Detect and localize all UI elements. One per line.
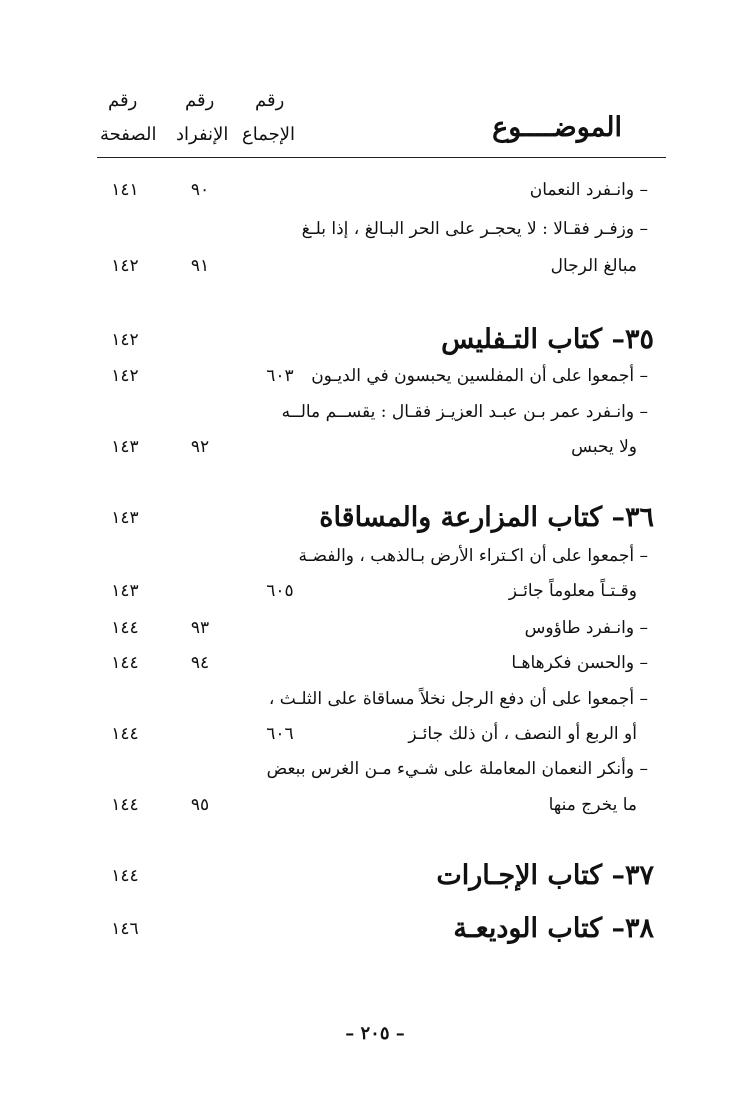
row-page: ١٤٣ [111,437,139,457]
table-row [0,402,750,436]
row-infirad: ٩١ [190,256,210,276]
row-page: ١٤٢ [111,366,139,386]
table-row [0,256,750,290]
row-page: ١٤٤ [111,618,139,638]
table-row [0,618,750,652]
section-title: ٣٨– كتاب الوديعـة [453,913,654,944]
table-row [0,795,750,829]
section-row [0,324,750,364]
table-row [0,180,750,214]
section-title: ٣٦– كتاب المزارعة والمساقاة [319,502,654,533]
ijmaa-number-label: رقم [255,90,285,111]
col-header-ijmaa: الإجماع [242,124,296,145]
infirad-number-label: رقم [185,90,215,111]
row-page: ١٤٦ [111,919,139,939]
row-page: ١٤٤ [111,724,139,744]
row-ijmaa: ٦٠٦ [266,724,294,744]
table-row [0,653,750,687]
table-row [0,437,750,471]
row-topic: أو الربع أو النصف ، أن ذلك جائـز [408,724,637,744]
row-topic: – أجمعوا على أن اكـتراء الأرض بـالذهب ، والفضـة [298,546,648,566]
row-infirad: ٩٥ [190,795,210,815]
page-number: – ٢٠٥ – [345,1023,405,1044]
row-topic: – والحسن فكرهاهـا [511,653,648,673]
row-page: ١٤٢ [111,256,139,276]
col-header-topic: الموضــــوع [492,112,622,143]
row-page: ١٤٤ [111,795,139,815]
page-number-label: رقم [108,90,138,111]
row-topic: وقـتـاً معلوماً جائـز [508,581,637,601]
table-row [0,581,750,615]
row-page: ١٤٤ [111,653,139,673]
row-ijmaa: ٦٠٣ [266,366,294,386]
row-topic: – وانـفرد النعمان [529,180,648,200]
section-title: ٣٥– كتاب التـفليس [441,324,654,355]
row-topic: – وزفـر فقـالا : لا يحجـر على الحر البـالغ ، إذا بلـغ [301,219,648,239]
row-topic: – أجمعوا على أن المفلسين يحبسون في الديـون [311,366,648,386]
row-topic: – وانـفرد طاؤوس [524,618,648,638]
table-row [0,689,750,723]
row-topic: ما يخرج منها [548,795,637,815]
section-row [0,860,750,900]
row-page: ١٤٣ [111,508,139,528]
row-page: ١٤٢ [111,330,139,350]
table-row [0,759,750,793]
table-row [0,724,750,758]
row-topic: – أجمعوا على أن دفع الرجل نخلاً مساقاة على الثلـث ، [268,689,648,709]
header-rule [97,157,666,158]
row-page: ١٤١ [111,180,139,200]
row-infirad: ٩٣ [190,618,210,638]
row-infirad: ٩٢ [190,437,210,457]
section-row [0,502,750,542]
section-row [0,913,750,953]
row-ijmaa: ٦٠٥ [266,581,294,601]
table-row [0,546,750,580]
row-infirad: ٩٠ [190,180,210,200]
row-infirad: ٩٤ [190,653,210,673]
row-topic: – وأنكر النعمان المعاملة على شـيء مـن الغرس ببعض [266,759,648,779]
row-page: ١٤٣ [111,581,139,601]
col-header-page: الصفحة [100,124,157,145]
row-topic: مبالغ الرجال [550,256,637,276]
col-header-infirad: الإنفراد [176,124,229,145]
row-topic: ولا يحبس [571,437,637,457]
row-page: ١٤٤ [111,866,139,886]
table-row [0,366,750,400]
row-topic: – وانـفرد عمر بـن عبـد العزيـز فقـال : يقســم مالــه [281,402,648,422]
section-title: ٣٧– كتاب الإجـارات [436,860,654,891]
table-row [0,219,750,253]
